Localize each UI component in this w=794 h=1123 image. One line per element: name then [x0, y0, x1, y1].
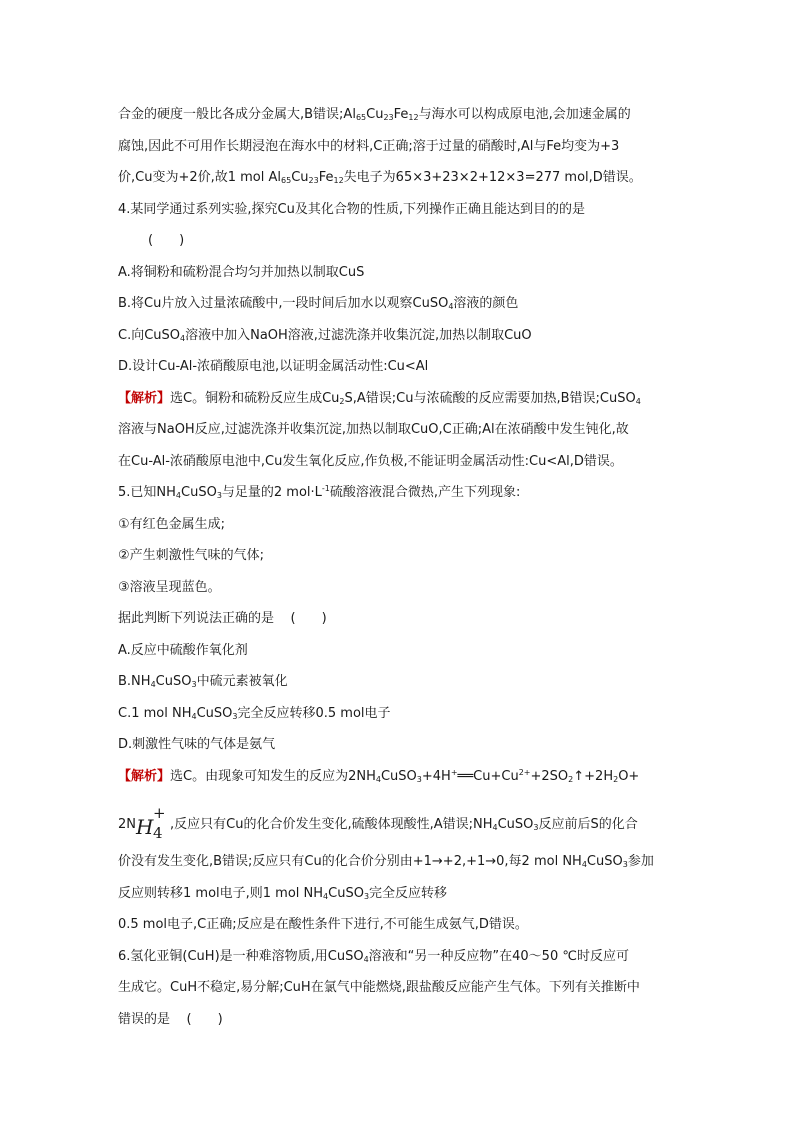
text-line: 腐蚀,因此不可用作长期浸泡在海水中的材料,C正确;溶于过量的硝酸时,Al与Fe均变为+3: [118, 138, 620, 154]
phenomenon-3: ③溶液呈现蓝色。: [118, 579, 221, 595]
option-b: B.将Cu片放入过量浓硫酸中,一段时间后加水以观察CuSO$_4$溶液的颜色: [118, 296, 519, 311]
question-6-stem: 6.氢化亚铜(CuH)是一种难溶物质,用CuSO$_4$溶液和“另一种反应物”在40～50 ℃时反应可: [118, 948, 629, 964]
text-line: 合金的硬度一般比各成分金属大,B错误$;Al_{65}Cu_{23}Fe_{12}$与海水可以构成原电池,会加速金属的: [118, 107, 631, 122]
answer-bracket: ( ): [186, 1011, 223, 1027]
option-d: D.设计Cu-Al-浓硝酸原电池,以证明金属活动性:Cu<Al: [118, 359, 429, 374]
option-a: A.反应中硫酸作氧化剂: [118, 642, 248, 658]
option-c: C.向CuSO$_4$溶液中加入NaOH溶液,过滤洗涤并收集沉淀,加热以制取CuO: [118, 327, 532, 343]
analysis-line: 在Cu-Al-浓硝酸原电池中,Cu发生氧化反应,作负极,不能证明金属活动性:Cu<Al,D错误。: [118, 453, 623, 469]
option-b: $B.NH_4CuSO_3$中硫元素被氧化: [118, 674, 288, 689]
analysis-line: 溶液与NaOH反应,过滤洗涤并收集沉淀,加热以制取CuO,C正确;Al在浓硝酸中发生钝化,故: [118, 422, 629, 437]
option-d: D.刺激性气味的气体是氨气: [118, 737, 276, 752]
analysis-line: 【解析】选C。铜粉和硫粉反应生成$Cu_2S,A$错误;Cu与浓硫酸的反应需要加热,B错误;CuSO$_4$: [118, 390, 641, 406]
question-5-stem: 5.已知$NH_4CuSO_3$与足量的2 $mol\cdot L^{-1}$硫酸溶液混合微热,产生下列现象:: [118, 484, 521, 500]
ammonium-ion-formula: H + 4: [136, 804, 166, 842]
answer-bracket: ( ): [148, 233, 185, 248]
analysis-line: 反应则转移1 mol电子,则1 mol $NH_4CuSO_3$完全反应转移: [118, 885, 448, 901]
question-4-stem: 4.某同学通过系列实验,探究Cu及其化合物的性质,下列操作正确且能达到目的的是: [118, 201, 585, 217]
text-line: 生成它。CuH不稳定,易分解;CuH在氯气中能燃烧,跟盐酸反应能产生气体。下列有关推断中: [118, 980, 640, 995]
document-content: [118, 99, 684, 1035]
option-a: A.将铜粉和硫粉混合均匀并加热以制取CuS: [118, 264, 365, 280]
question-5-ask: 据此判断下列说法正确的是 ( ): [118, 611, 327, 626]
text-line: 价,Cu变为+2价,故1 mol $Al_{65}Cu_{23}Fe_{12}$失电子为65×3+23×2+12×3=277 mol,D错误。: [118, 170, 642, 185]
phenomenon-1: ①有红色金属生成;: [118, 516, 226, 532]
phenomenon-2: ②产生刺激性气味的气体;: [118, 548, 265, 563]
analysis-line: 价没有发生变化,B错误;反应只有Cu的化合价分别由+1→+2,+1→0,每2 mol $NH_4CuSO_3$参加: [118, 854, 654, 869]
analysis-label: 【解析】: [118, 768, 171, 784]
analysis-line: 2N H + 4 ,反应只有Cu的化合价发生变化,硫酸体现酸性,A错误$;NH_4CuSO_3$反应前后S的化合: [118, 792, 684, 846]
answer-bracket: ( ): [290, 611, 327, 626]
analysis-line: 0.5 mol电子,C正确;反应是在酸性条件下进行,不可能生成氨气,D错误。: [118, 917, 528, 932]
text-line: 错误的是 ( ): [118, 1011, 223, 1027]
analysis-label: 【解析】: [118, 390, 171, 406]
option-c: C.1 mol $NH_4CuSO_3$完全反应转移0.5 mol电子: [118, 705, 391, 721]
analysis-line: 【解析】选C。由现象可知发生的反应为$2NH_4CuSO_3+4H^+══Cu+Cu^{2+}+2SO_2↑+2H_2O+$: [118, 767, 640, 784]
